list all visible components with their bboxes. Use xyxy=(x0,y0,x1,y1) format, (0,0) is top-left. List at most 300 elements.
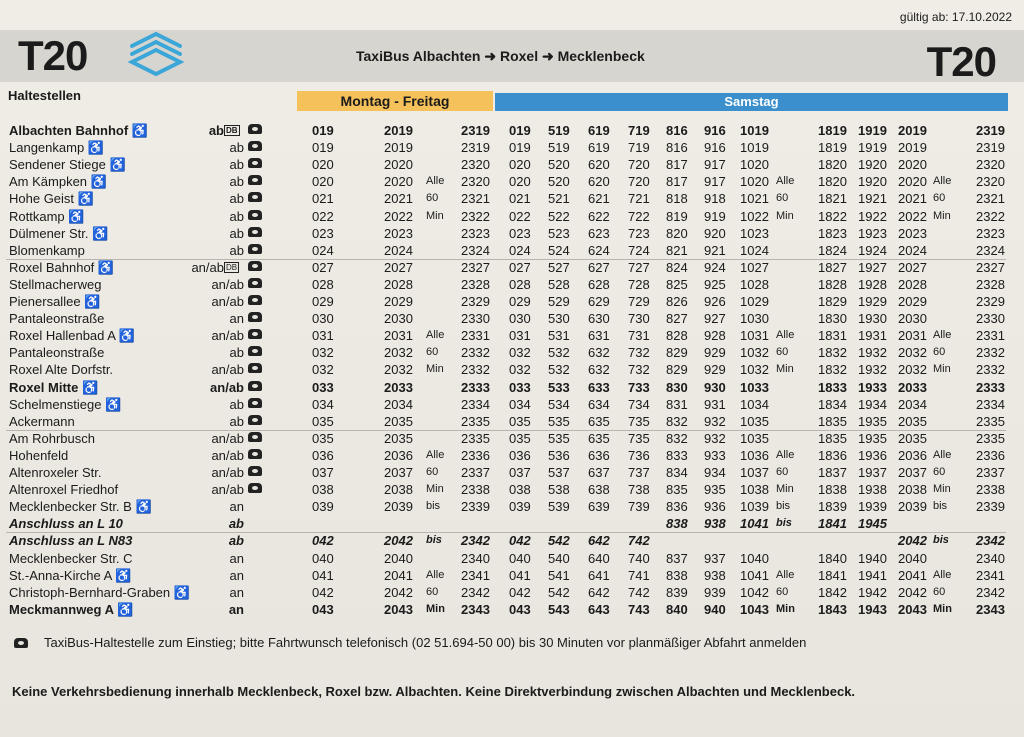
weekday-time: 2020 xyxy=(384,174,413,190)
weekday-time: 039 xyxy=(312,499,334,515)
weekday-time: 2319 xyxy=(461,140,490,156)
saturday-time: 1835 xyxy=(818,430,847,446)
saturday-time: Min xyxy=(933,483,951,496)
row-divider xyxy=(6,430,1006,431)
saturday-time: 1828 xyxy=(818,276,847,292)
saturday-time: 2031 xyxy=(898,328,927,344)
saturday-time: 824 xyxy=(666,259,688,275)
saturday-time: 1033 xyxy=(740,379,769,395)
saturday-time: 1932 xyxy=(858,345,887,361)
weekday-time: 2342 xyxy=(461,533,490,549)
weekday-time: 2336 xyxy=(461,447,490,463)
saturday-time: 528 xyxy=(548,276,570,292)
saturday-time: 2332 xyxy=(976,345,1005,361)
saturday-time: 2324 xyxy=(976,242,1005,258)
saturday-time: 2032 xyxy=(898,345,927,361)
saturday-time: 2041 xyxy=(898,567,927,583)
saturday-time: 2022 xyxy=(898,208,927,224)
saturday-time: 032 xyxy=(509,345,531,361)
saturday-time: 1833 xyxy=(818,379,847,395)
saturday-time: 2343 xyxy=(976,601,1005,617)
weekday-time: 2035 xyxy=(384,430,413,446)
saturday-time: Min xyxy=(776,209,794,222)
saturday-time: 2335 xyxy=(976,413,1005,429)
saturday-time: 2320 xyxy=(976,174,1005,190)
stop-name: Roxel Alte Dorfstr. xyxy=(9,362,114,378)
saturday-time: 836 xyxy=(666,499,688,515)
stop-mode: an xyxy=(228,601,244,617)
table-row xyxy=(0,209,1024,224)
saturday-time: 1819 xyxy=(818,123,847,138)
saturday-time: 1037 xyxy=(740,465,769,480)
saturday-time: 818 xyxy=(666,191,688,207)
saturday-time: 2024 xyxy=(898,242,927,258)
weekday-time: 040 xyxy=(312,550,334,566)
saturday-time: 1832 xyxy=(818,345,847,361)
saturday-time: 2019 xyxy=(898,123,927,138)
saturday-time: 834 xyxy=(666,465,688,480)
saturday-time: 1830 xyxy=(818,311,847,327)
saturday-time: 1933 xyxy=(858,379,887,395)
saturday-time: 1940 xyxy=(858,550,887,566)
weekday-time: 2042 xyxy=(384,533,413,549)
saturday-time: Min xyxy=(933,209,951,222)
saturday-time: 825 xyxy=(666,276,688,292)
weekday-time: 034 xyxy=(312,396,334,412)
saturday-time: 2023 xyxy=(898,225,927,241)
saturday-time: 940 xyxy=(704,601,726,617)
stop-mode: an/ab xyxy=(211,328,244,344)
saturday-time: 719 xyxy=(628,123,650,138)
phone-icon xyxy=(14,638,28,648)
saturday-time: 1927 xyxy=(858,259,887,275)
saturday-time: 535 xyxy=(548,413,570,429)
weekday-time: 2043 xyxy=(384,601,413,617)
saturday-time: 729 xyxy=(628,294,650,309)
saturday-time: 1843 xyxy=(818,601,847,617)
saturday-time: 1043 xyxy=(740,601,769,617)
stop-mode: an/ab xyxy=(211,276,244,292)
weekday-time: 030 xyxy=(312,311,334,327)
saturday-time: 1835 xyxy=(818,413,847,429)
saturday-time: 2342 xyxy=(976,533,1005,549)
saturday-time: Min xyxy=(776,483,794,496)
saturday-time: 023 xyxy=(509,225,531,241)
stop-name: Rottkamp ♿ xyxy=(9,208,85,224)
stop-name: Sendener Stiege ♿ xyxy=(9,157,126,173)
stop-mode: ab xyxy=(229,208,244,224)
saturday-time: 1029 xyxy=(740,294,769,309)
saturday-time: 735 xyxy=(628,430,650,446)
saturday-time: 735 xyxy=(628,413,650,429)
saturday-time: 832 xyxy=(666,430,688,446)
row-divider xyxy=(6,532,1006,533)
saturday-time: 937 xyxy=(704,550,726,566)
weekday-time: 2342 xyxy=(461,584,490,600)
saturday-time: 1834 xyxy=(818,396,847,412)
table-row xyxy=(0,465,1024,480)
weekday-time: 60 xyxy=(426,585,439,598)
stop-mode: ab xyxy=(229,191,244,207)
saturday-time: 523 xyxy=(548,225,570,241)
saturday-time: 832 xyxy=(666,413,688,429)
table-row xyxy=(0,362,1024,377)
saturday-time: 535 xyxy=(548,430,570,446)
saturday-time: 930 xyxy=(704,379,726,395)
saturday-time: 640 xyxy=(588,550,610,566)
db-badge: DB xyxy=(226,262,238,272)
saturday-time: 1938 xyxy=(858,482,887,498)
saturday-time: 727 xyxy=(628,259,650,275)
saturday-time: 642 xyxy=(588,533,610,549)
saturday-time: 2319 xyxy=(976,140,1005,156)
weekday-time: Alle xyxy=(426,329,445,342)
saturday-time: 2339 xyxy=(976,499,1005,515)
weekday-time: 032 xyxy=(312,345,334,361)
table-row xyxy=(0,585,1024,600)
weekday-time: 2322 xyxy=(461,208,490,224)
saturday-time: 1836 xyxy=(818,447,847,463)
saturday-time: 2021 xyxy=(898,191,927,207)
saturday-time: 2333 xyxy=(976,379,1005,395)
table-row xyxy=(0,260,1024,275)
stop-name: Langenkamp ♿ xyxy=(9,140,104,156)
saturday-time: 036 xyxy=(509,447,531,463)
saturday-time: 1929 xyxy=(858,294,887,309)
saturday-time: 737 xyxy=(628,465,650,480)
weekday-time: 041 xyxy=(312,567,334,583)
weekday-time: 031 xyxy=(312,328,334,344)
saturday-time: 1034 xyxy=(740,396,769,412)
stop-mode: an xyxy=(229,550,244,566)
stop-name: Am Kämpken ♿ xyxy=(9,174,107,190)
saturday-time: 2040 xyxy=(898,550,927,566)
weekday-time: Min xyxy=(426,363,444,376)
saturday-time: 2323 xyxy=(976,225,1005,241)
saturday-time: 931 xyxy=(704,396,726,412)
saturday-time: 027 xyxy=(509,259,531,275)
saturday-time: 533 xyxy=(548,379,570,395)
saturday-time: 742 xyxy=(628,584,650,600)
saturday-time: 029 xyxy=(509,294,531,309)
saturday-time: 540 xyxy=(548,550,570,566)
saturday-time: Alle xyxy=(776,329,795,342)
saturday-time: 037 xyxy=(509,465,531,480)
weekday-time: 2031 xyxy=(384,328,413,344)
table-row xyxy=(0,499,1024,514)
saturday-time: 1924 xyxy=(858,242,887,258)
saturday-time: 1021 xyxy=(740,191,769,207)
stop-mode: ab xyxy=(228,533,244,549)
stop-mode: ab xyxy=(229,242,244,258)
saturday-time: 2035 xyxy=(898,413,927,429)
saturday-time: 522 xyxy=(548,208,570,224)
weekday-time: 2039 xyxy=(384,499,413,515)
saturday-time: 2341 xyxy=(976,567,1005,583)
saturday-time: 833 xyxy=(666,447,688,463)
weekday-time: 2320 xyxy=(461,174,490,190)
saturday-time: 1824 xyxy=(818,242,847,258)
saturday-time: 1942 xyxy=(858,584,887,600)
weekday-time: 2324 xyxy=(461,242,490,258)
weekday-time: 2041 xyxy=(384,567,413,583)
weekday-time: 028 xyxy=(312,276,334,292)
weekday-time: 2331 xyxy=(461,328,490,344)
saturday-time: 521 xyxy=(548,191,570,207)
stop-name: Roxel Mitte ♿ xyxy=(9,379,99,395)
saturday-time: 819 xyxy=(666,208,688,224)
saturday-time: 733 xyxy=(628,379,650,395)
stop-name: Stellmacherweg xyxy=(9,276,102,292)
saturday-time: bis xyxy=(933,500,948,513)
saturday-time: Min xyxy=(933,363,951,376)
saturday-time: 2336 xyxy=(976,447,1005,463)
weekday-time: 2034 xyxy=(384,396,413,412)
saturday-time: bis xyxy=(776,500,791,513)
saturday-time: 042 xyxy=(509,533,531,549)
stop-name: Roxel Hallenbad A ♿ xyxy=(9,328,136,344)
stop-name: Blomenkamp xyxy=(9,242,85,258)
weekday-time: 2032 xyxy=(384,362,413,378)
weekday-time: 038 xyxy=(312,482,334,498)
saturday-time: 619 xyxy=(588,140,610,156)
weekday-time: 2343 xyxy=(461,601,490,617)
saturday-time: Min xyxy=(776,602,795,615)
saturday-time: 035 xyxy=(509,413,531,429)
weekday-time: 019 xyxy=(312,140,334,156)
saturday-time: 019 xyxy=(509,140,531,156)
saturday-time: 1041 xyxy=(740,516,769,532)
weekday-time: 037 xyxy=(312,465,334,480)
saturday-time: 2342 xyxy=(976,584,1005,600)
weekday-time: 032 xyxy=(312,362,334,378)
saturday-time: 60 xyxy=(776,192,789,205)
saturday-time: 628 xyxy=(588,276,610,292)
saturday-time: 1819 xyxy=(818,140,847,156)
stop-mode: an/ab xyxy=(211,465,244,480)
saturday-time: 1921 xyxy=(858,191,887,207)
saturday-time: 030 xyxy=(509,311,531,327)
saturday-time: 039 xyxy=(509,499,531,515)
weekday-time: 2033 xyxy=(384,379,413,395)
saturday-time: 816 xyxy=(666,123,688,138)
saturday-time: 1823 xyxy=(818,225,847,241)
stop-mode: ab xyxy=(229,345,244,361)
saturday-time: 933 xyxy=(704,447,726,463)
saturday-time: 1027 xyxy=(740,259,769,275)
saturday-time: 917 xyxy=(704,174,726,190)
saturday-time: 630 xyxy=(588,311,610,327)
saturday-time: 936 xyxy=(704,499,726,515)
saturday-time: 740 xyxy=(628,550,650,566)
saturday-time: 2020 xyxy=(898,174,927,190)
saturday-time: 1038 xyxy=(740,482,769,498)
weekday-time: 2329 xyxy=(461,294,490,309)
saturday-time: 633 xyxy=(588,379,610,395)
saturday-time: 1939 xyxy=(858,499,887,515)
stop-mode: an/ab xyxy=(211,362,244,378)
saturday-time: 632 xyxy=(588,345,610,361)
saturday-time: 742 xyxy=(628,533,650,549)
saturday-time: 1035 xyxy=(740,413,769,429)
saturday-time: 020 xyxy=(509,157,531,173)
stop-name: Christoph-Bernhard-Graben ♿ xyxy=(9,584,190,600)
saturday-time: 024 xyxy=(509,242,531,258)
weekday-time: Min xyxy=(426,209,444,222)
saturday-time: 1020 xyxy=(740,174,769,190)
saturday-time: 734 xyxy=(628,396,650,412)
weekday-time: bis xyxy=(426,534,442,547)
saturday-time: 1838 xyxy=(818,482,847,498)
saturday-time: 929 xyxy=(704,345,726,361)
weekday-time: 024 xyxy=(312,242,334,258)
table-row xyxy=(0,414,1024,429)
weekday-time: 2327 xyxy=(461,259,490,275)
table-row xyxy=(0,533,1024,548)
saturday-time: 031 xyxy=(509,328,531,344)
saturday-time: 732 xyxy=(628,362,650,378)
table-row xyxy=(0,277,1024,292)
saturday-time: 1920 xyxy=(858,174,887,190)
saturday-time: 2032 xyxy=(898,362,927,378)
stop-mode: an/ab xyxy=(210,379,244,395)
saturday-time: 527 xyxy=(548,259,570,275)
stop-mode: ab xyxy=(229,174,244,190)
weekday-time: 042 xyxy=(312,584,334,600)
saturday-time: 643 xyxy=(588,601,610,617)
saturday-time: 2321 xyxy=(976,191,1005,207)
saturday-time: 935 xyxy=(704,482,726,498)
saturday-time: 2337 xyxy=(976,465,1005,480)
saturday-time: 019 xyxy=(509,123,531,138)
saturday-time: 1031 xyxy=(740,328,769,344)
saturday-time: 2334 xyxy=(976,396,1005,412)
saturday-time: 728 xyxy=(628,276,650,292)
table-row xyxy=(0,551,1024,566)
saturday-time: 621 xyxy=(588,191,610,207)
table-row xyxy=(0,191,1024,206)
weekday-time: 2332 xyxy=(461,345,490,361)
saturday-time: 519 xyxy=(548,123,570,138)
saturday-time: bis xyxy=(776,517,792,530)
saturday-time: 2027 xyxy=(898,259,927,275)
saturday-time: Alle xyxy=(776,568,795,581)
saturday-time: 530 xyxy=(548,311,570,327)
saturday-time: 816 xyxy=(666,140,688,156)
stop-mode: an xyxy=(229,584,244,600)
saturday-time: 1024 xyxy=(740,242,769,258)
stop-mode: ab xyxy=(228,516,244,532)
weekday-time: 2337 xyxy=(461,465,490,480)
saturday-time: 826 xyxy=(666,294,688,309)
saturday-time: 741 xyxy=(628,567,650,583)
saturday-time: Alle xyxy=(776,175,795,188)
stop-name: Pantaleonstraße xyxy=(9,311,105,327)
saturday-time: 1832 xyxy=(818,362,847,378)
weekday-time: 2330 xyxy=(461,311,490,327)
saturday-time: 529 xyxy=(548,294,570,309)
saturday-time: 022 xyxy=(509,208,531,224)
saturday-time: 035 xyxy=(509,430,531,446)
saturday-time: 639 xyxy=(588,499,610,515)
weekday-time: Alle xyxy=(426,175,445,188)
wave-logo-icon xyxy=(126,30,188,85)
saturday-time: 719 xyxy=(628,140,650,156)
table-row xyxy=(0,345,1024,360)
table-row xyxy=(0,568,1024,583)
saturday-time: 1922 xyxy=(858,208,887,224)
saturday-time: 1919 xyxy=(858,140,887,156)
saturday-time: 736 xyxy=(628,447,650,463)
weekday-time: 2328 xyxy=(461,276,490,292)
saturday-time: 1923 xyxy=(858,225,887,241)
saturday-time: 534 xyxy=(548,396,570,412)
stop-mode: an/ab xyxy=(211,482,244,498)
stop-name: Anschluss an L 10 xyxy=(9,516,123,532)
saturday-time: 040 xyxy=(509,550,531,566)
saturday-time: 60 xyxy=(933,192,946,205)
saturday-time: 921 xyxy=(704,242,726,258)
weekday-time: 036 xyxy=(312,447,334,463)
saturday-time: 2042 xyxy=(898,533,927,549)
saturday-time: 2322 xyxy=(976,208,1005,224)
weekday-time: 042 xyxy=(312,533,334,549)
saturday-time: 1042 xyxy=(740,584,769,600)
stop-name: Ackermann xyxy=(9,413,75,429)
saturday-time: 2319 xyxy=(976,123,1005,138)
saturday-time: 1827 xyxy=(818,259,847,275)
saturday-time: 830 xyxy=(666,379,688,395)
weekday-time: 2042 xyxy=(384,584,413,600)
stop-mode: an xyxy=(229,567,244,583)
weekday-time: Min xyxy=(426,602,445,615)
weekday-time: bis xyxy=(426,500,441,513)
saturday-time: 924 xyxy=(704,259,726,275)
saturday-time: 720 xyxy=(628,174,650,190)
stop-mode: ab xyxy=(229,413,244,429)
saturday-time: 720 xyxy=(628,157,650,173)
saturday-time: 926 xyxy=(704,294,726,309)
stop-name: Meckmannweg A ♿ xyxy=(9,601,134,617)
weekday-time: 60 xyxy=(426,346,439,359)
weekday-time: 2020 xyxy=(384,157,413,173)
weekday-time: 2019 xyxy=(384,140,413,156)
saturday-time: 2035 xyxy=(898,430,927,446)
saturday-time: 2038 xyxy=(898,482,927,498)
saturday-time: 1841 xyxy=(818,516,847,532)
saturday-time: 1831 xyxy=(818,328,847,344)
weekday-time: 2022 xyxy=(384,208,413,224)
saturday-time: 838 xyxy=(666,567,688,583)
weekday-time: 022 xyxy=(312,208,334,224)
saturday-time: 934 xyxy=(704,465,726,480)
table-row xyxy=(0,123,1024,138)
saturday-time: 929 xyxy=(704,362,726,378)
saturday-time: 1937 xyxy=(858,465,887,480)
weekday-time: 2029 xyxy=(384,294,413,309)
weekday-time: Min xyxy=(426,483,444,496)
saturday-time: 637 xyxy=(588,465,610,480)
saturday-time: 1822 xyxy=(818,208,847,224)
saturday-time: 829 xyxy=(666,362,688,378)
saturday-time: 622 xyxy=(588,208,610,224)
saturday-time: 620 xyxy=(588,174,610,190)
route-title: TaxiBus Albachten ➜ Roxel ➜ Mecklenbeck xyxy=(356,48,645,64)
weekday-time: 2035 xyxy=(384,413,413,429)
weekday-time: 019 xyxy=(312,123,334,138)
table-row xyxy=(0,448,1024,463)
weekday-time: 043 xyxy=(312,601,334,617)
